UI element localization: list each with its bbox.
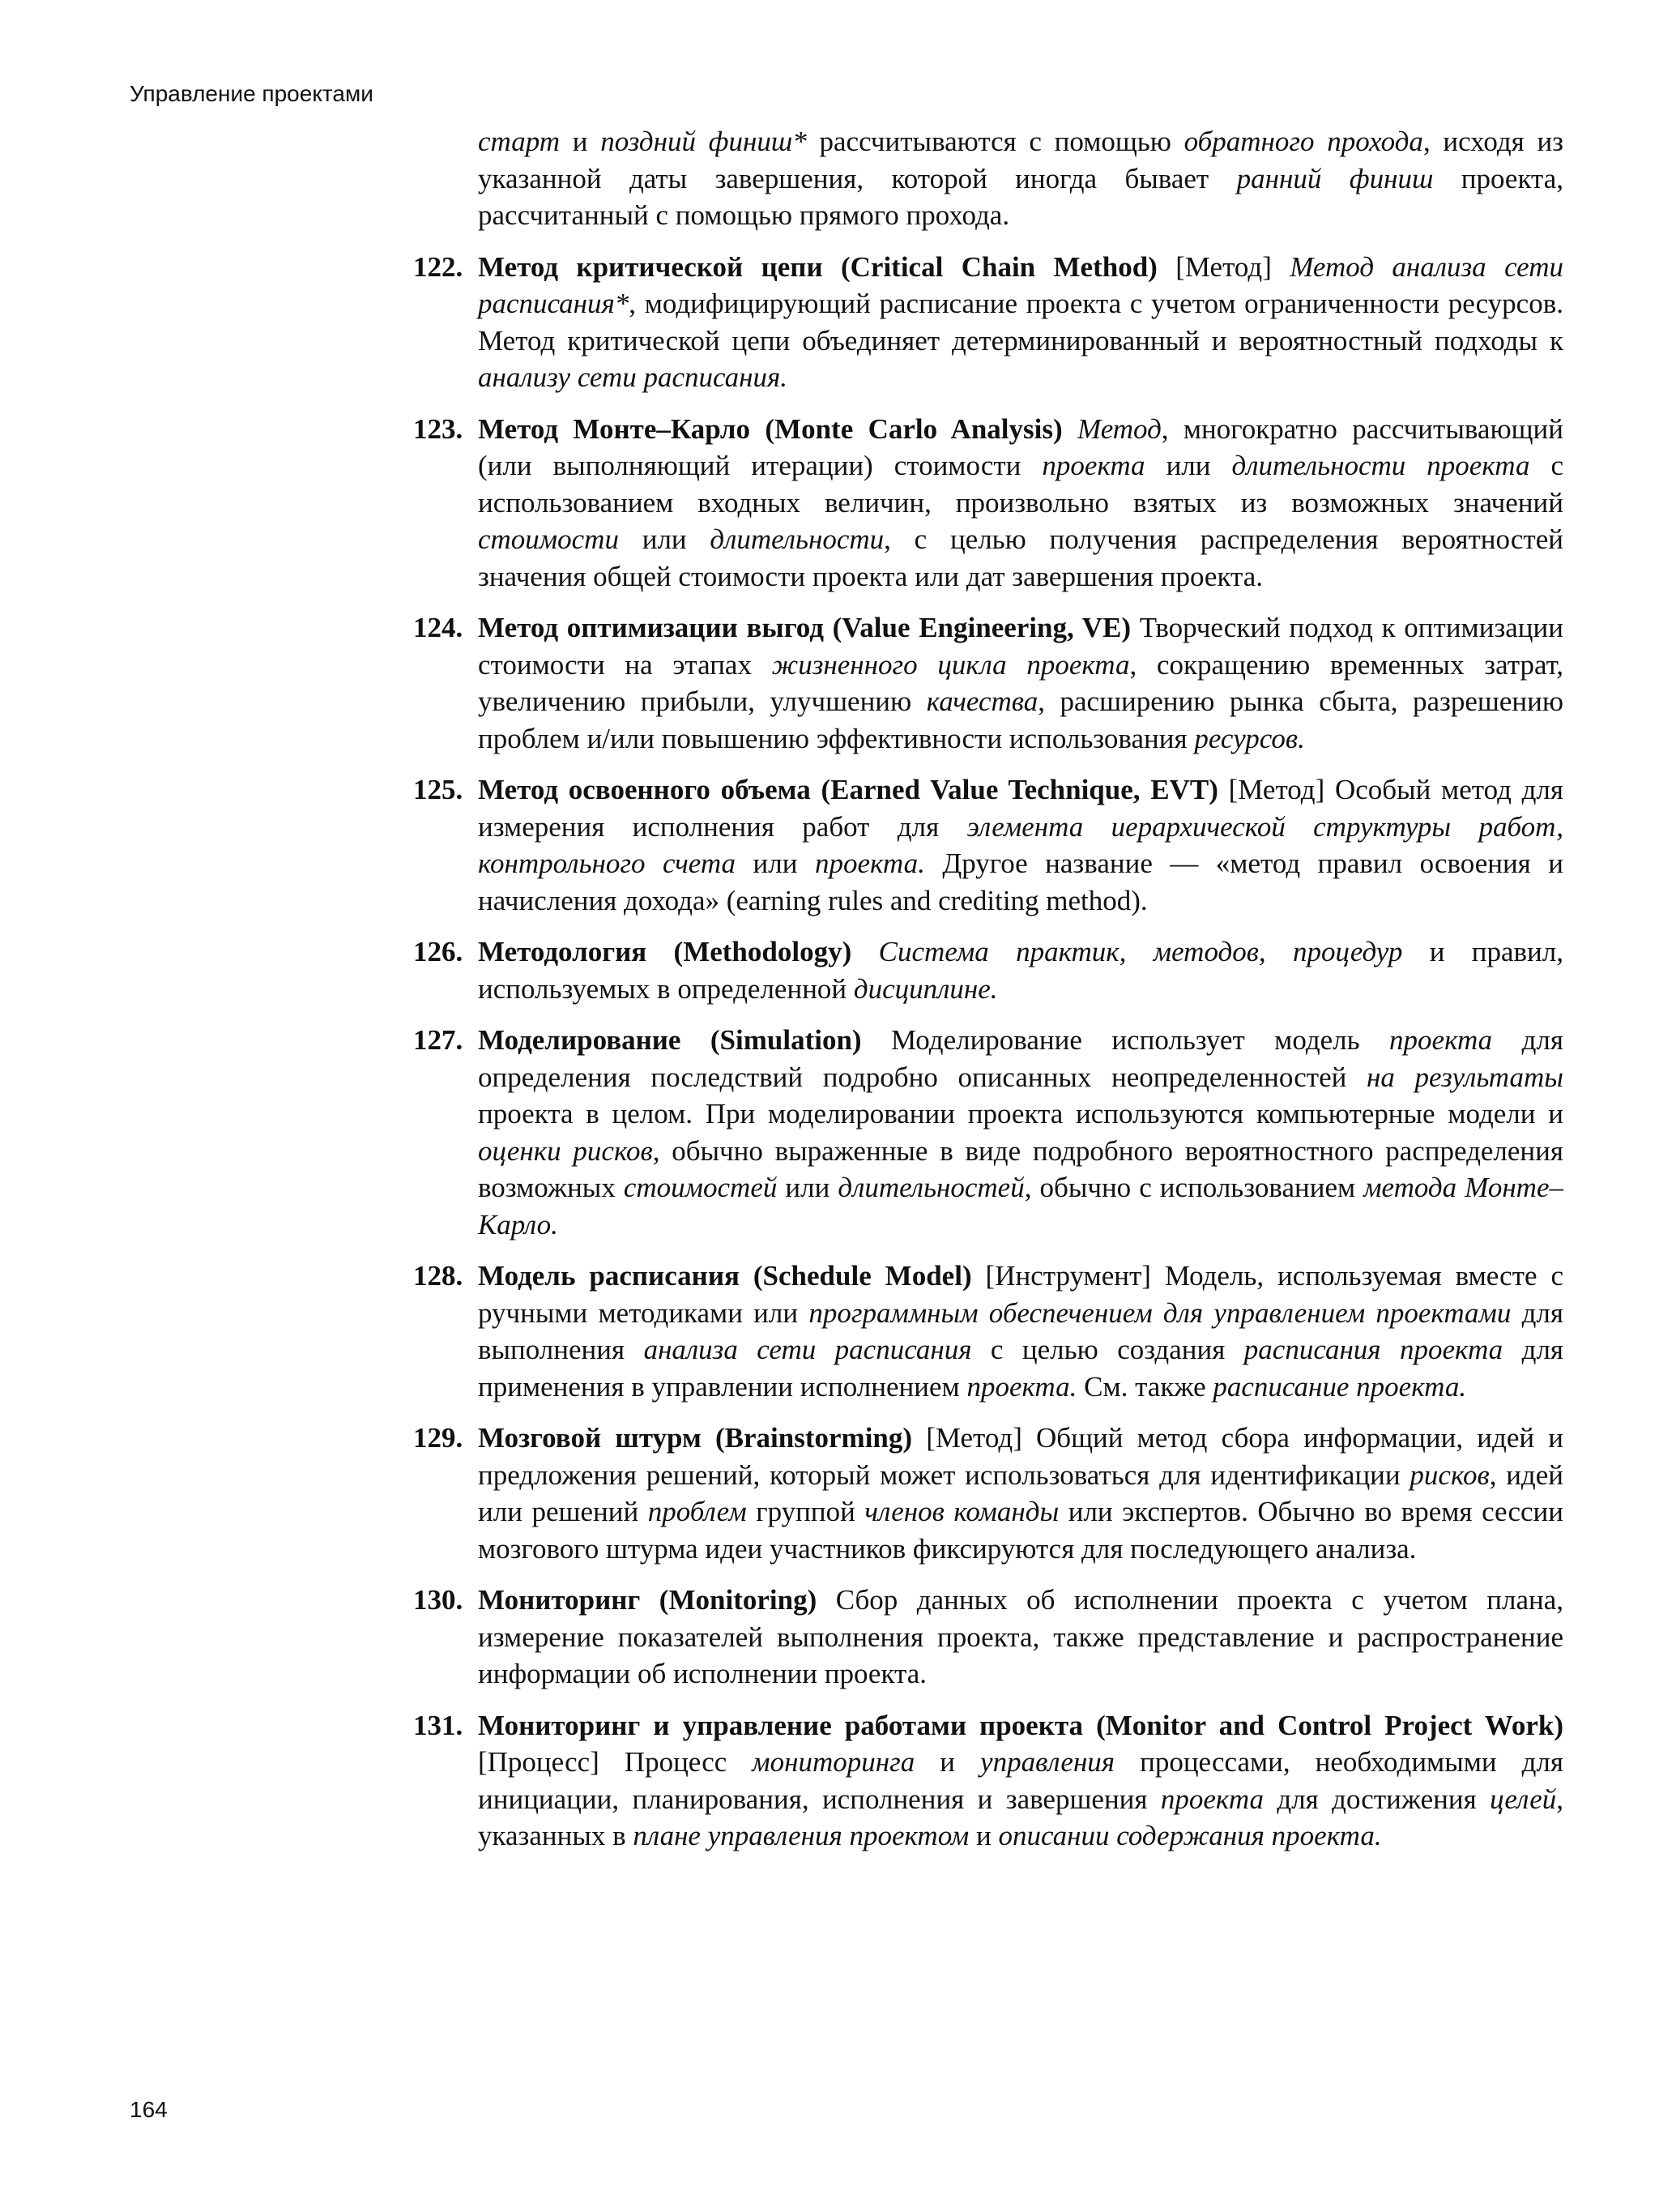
running-head: Управление проектами [130, 81, 373, 106]
glossary-entry [413, 249, 1563, 396]
entry-number: 126. [413, 936, 463, 967]
text-run: или экспертов. Обычно во время сессии мозгового штурма идеи участников фиксируются для последующего анализа. [478, 1496, 1563, 1565]
continuation-paragraph [413, 123, 1563, 234]
italic-reference: стоимостей [623, 1172, 778, 1203]
italic-reference: метода Монте–Карло. [478, 1172, 1563, 1241]
italic-reference: целей [1490, 1783, 1557, 1815]
text-run: и правил, используемых в определенной [478, 936, 1564, 1005]
glossary-entry [413, 1022, 1563, 1243]
text-run: для достижения [1264, 1783, 1491, 1815]
text-run: проекта, рассчитанный с помощью прямого прохода. [478, 162, 1564, 231]
italic-reference: управления [980, 1746, 1115, 1778]
text-run: группой [746, 1496, 865, 1527]
italic-reference: плане управления проектом [633, 1820, 970, 1851]
text-run [1063, 413, 1077, 445]
italic-reference: проекта [1042, 450, 1145, 481]
text-run: Моделирование использует модель [861, 1024, 1390, 1056]
text-run: , с целью получения распределения вероятностей значения общей стоимости проекта или дат завершения проекта. [478, 523, 1563, 592]
text-run: , исходя из указанной даты завершения, которой иногда бывает [478, 126, 1563, 194]
text-run: для определения последствий подробно описанных неопределенностей [478, 1024, 1563, 1093]
text-run: , идей или решений [478, 1458, 1563, 1527]
entry-number: 129. [413, 1422, 463, 1454]
text-run: [Метод] Общий метод сбора информации, идей и предложения решений, который может использоваться для идентификации [478, 1422, 1563, 1491]
italic-reference: рисков [1410, 1458, 1490, 1491]
text-run: См. также [1077, 1370, 1213, 1403]
glossary-entries [413, 249, 1563, 1855]
entry-term: Модель расписания (Schedule Model) [478, 1260, 972, 1292]
entry-term: Метод Монте–Карло (Monte Carlo Analysis) [478, 412, 1063, 445]
italic-reference: качества [926, 685, 1038, 717]
text-run: Другое название — «метод правил освоения и начисления дохода» (earning rules and crediting method). [478, 848, 1563, 916]
italic-reference: стоимости [478, 523, 619, 555]
italic-reference: дисциплине. [853, 972, 998, 1005]
text-run: с использованием входных величин, произвольно взятых из возможных значений [478, 450, 1563, 519]
italic-reference: Система практик, методов, процедур [878, 936, 1403, 967]
text-run: или [736, 848, 815, 879]
text-run: [Метод] Особый метод для измерения исполнения работ для [478, 774, 1563, 843]
text-run: , обычно выраженные в виде подробного вероятностного распределения возможных [478, 1134, 1563, 1203]
entry-term: Мозговой штурм (Brainstorming) [478, 1422, 913, 1454]
text-run: для выполнения [478, 1296, 1563, 1365]
text-run: и [915, 1746, 981, 1778]
page-number: 164 [130, 2097, 168, 2122]
text-run: и [969, 1820, 999, 1851]
text-run: [Метод] [1157, 250, 1290, 283]
italic-reference: оценки рисков [478, 1134, 653, 1167]
text-run: , указанных в [478, 1783, 1564, 1851]
italic-reference: поздний финиш* [600, 126, 807, 157]
italic-reference: на результаты [1367, 1061, 1563, 1093]
text-run: проекта в целом. При моделировании проекта используются компьютерные модели и [478, 1098, 1563, 1129]
italic-reference: старт [478, 126, 561, 157]
italic-reference: программным обеспечением для управлением проектами [808, 1296, 1512, 1329]
italic-reference: расписания проекта [1243, 1334, 1503, 1365]
italic-reference: длительности проекта [1231, 450, 1530, 481]
entry-term: Метод освоенного объема (Earned Value Technique, EVT) [478, 774, 1218, 805]
entry-number: 122. [413, 250, 463, 283]
italic-reference: мониторинга [752, 1746, 915, 1778]
entry-number: 128. [413, 1260, 463, 1292]
text-run: Творческий подход к оптимизации стоимости на этапах [478, 612, 1563, 681]
entry-number: 123. [413, 412, 463, 445]
text-run: [Процесс] Процесс [478, 1746, 753, 1778]
text-run: Сбор данных об исполнении проекта с учетом плана, измерение показателей выполнения проекта, также представление и распространение информации об исполнении проекта. [478, 1584, 1563, 1689]
italic-reference: членов команды [864, 1496, 1060, 1527]
text-run: , модифицирующий расписание проекта с учетом ограниченности ресурсов. Метод критической цепи объединяет детерминированный и вероятностный подходы к [478, 288, 1563, 357]
text-run: или [618, 523, 710, 555]
entry-term: Метод оптимизации выгод (Value Engineering, VE) [478, 612, 1132, 643]
italic-reference: обратного прохода [1183, 126, 1423, 157]
text-run: , сокращению временных затрат, увеличению прибыли, улучшению [478, 648, 1563, 717]
text-run: с целью создания [971, 1334, 1244, 1365]
italic-reference: проекта. [966, 1370, 1077, 1403]
italic-reference: ранний финиш [1236, 162, 1434, 194]
italic-reference: проекта [1160, 1783, 1265, 1815]
italic-reference: ресурсов. [1194, 722, 1305, 754]
italic-reference: Метод [1077, 412, 1162, 445]
glossary-entry [413, 1707, 1563, 1855]
text-run: для применения в управлении исполнением [478, 1334, 1564, 1403]
italic-reference: проблем [647, 1496, 747, 1527]
italic-reference: элемента иерархической структуры работ, контрольного счета [478, 810, 1563, 879]
entry-number: 124. [413, 612, 463, 643]
text-run: , многократно рассчитывающий (или выполняющий итерации) стоимости [478, 412, 1564, 481]
text-run: , обычно с использованием [1024, 1172, 1364, 1203]
italic-reference: Метод анализа сети расписания* [478, 250, 1563, 319]
italic-reference: проекта. [814, 848, 925, 879]
entry-term: Моделирование (Simulation) [478, 1024, 862, 1056]
entry-number: 130. [413, 1584, 463, 1616]
text-run: или [1145, 450, 1232, 481]
glossary-entry [413, 933, 1563, 1007]
entry-number: 125. [413, 774, 463, 805]
text-run: , расширению рынка сбыта, разрешению проблем и/или повышению эффективности использования [478, 685, 1563, 754]
entry-number: 127. [413, 1024, 463, 1056]
text-run [851, 936, 878, 967]
text-run: процессами, необходимыми для инициации, планирования, исполнения и завершения [478, 1746, 1563, 1815]
glossary-entry [413, 1258, 1563, 1405]
italic-reference: жизненного цикла проекта [771, 648, 1130, 681]
italic-reference: описании содержания проекта. [998, 1820, 1382, 1851]
text-run: [Инструмент] Модель, используемая вместе с ручными методиками или [478, 1260, 1563, 1329]
glossary-entry [413, 411, 1563, 596]
italic-reference: анализа сети расписания [643, 1334, 972, 1365]
italic-reference: анализу сети расписания. [478, 361, 788, 393]
italic-reference: длительности [710, 523, 885, 555]
glossary-entry [413, 609, 1563, 757]
entry-term: Методология (Methodology) [478, 936, 852, 967]
entry-number: 131. [413, 1709, 463, 1741]
glossary-entry [413, 1582, 1563, 1693]
entry-term: Мониторинг и управление работами проекта (Monitor and Control Project Work) [478, 1709, 1563, 1741]
italic-reference: длительностей [838, 1172, 1025, 1203]
glossary-entry [413, 771, 1563, 919]
text-run: или [777, 1172, 838, 1203]
entry-term: Метод критической цепи (Critical Chain Method) [478, 250, 1158, 283]
text-run: рассчитываются с помощью [806, 126, 1184, 157]
glossary-text [413, 123, 1563, 1869]
italic-reference: расписание проекта. [1213, 1370, 1467, 1403]
entry-term: Мониторинг (Monitoring) [478, 1584, 817, 1616]
text-run: и [560, 126, 601, 157]
glossary-entry [413, 1420, 1563, 1567]
italic-reference: проекта [1389, 1024, 1493, 1056]
